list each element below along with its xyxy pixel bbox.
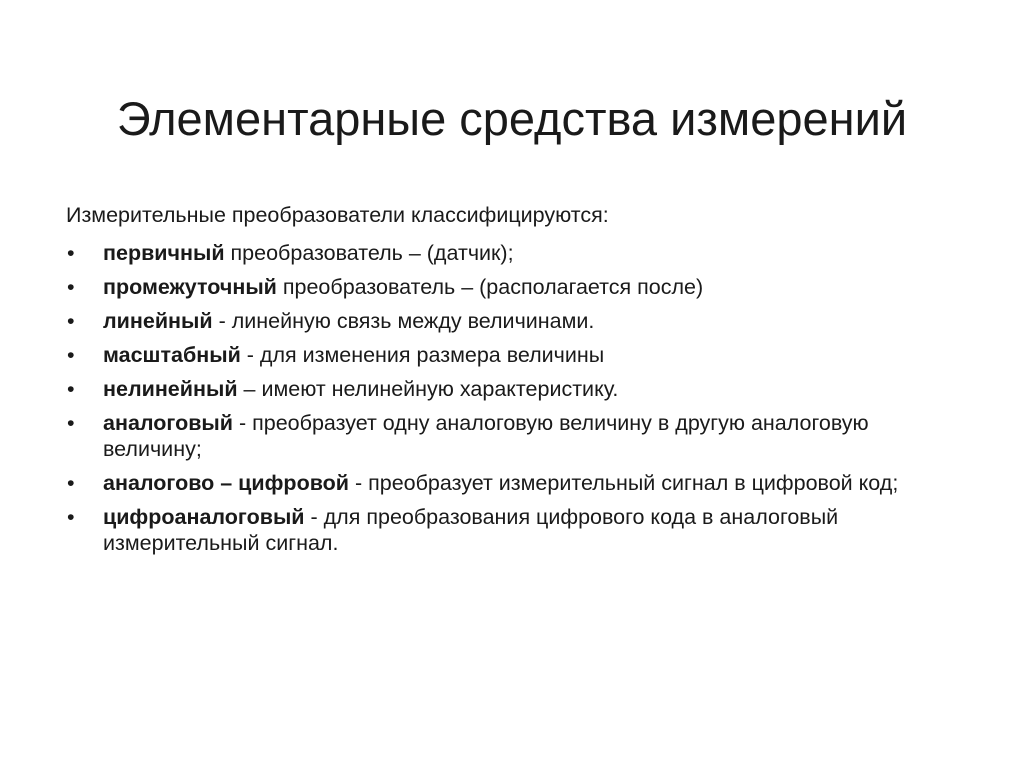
bullet-icon: •	[67, 343, 75, 367]
item-term: аналоговый	[103, 411, 234, 435]
slide-title: Элементарные средства измерений	[116, 92, 908, 146]
item-description: - преобразует измерительный сигнал в цифровой код;	[348, 471, 899, 495]
item-term: первичный	[103, 241, 225, 265]
list-item	[66, 240, 946, 266]
list-item	[66, 308, 946, 334]
list-item	[66, 342, 946, 368]
bullet-icon: •	[67, 471, 75, 495]
item-term: цифроаналоговый	[103, 505, 305, 529]
slide-content	[66, 198, 946, 556]
bullet-icon: •	[67, 241, 75, 265]
item-description: преобразователь – (располагается после)	[276, 275, 704, 299]
item-description: - для изменения размера величины	[240, 343, 605, 367]
list-item	[66, 504, 946, 556]
item-term: линейный	[103, 309, 213, 333]
bullet-icon: •	[67, 411, 75, 435]
list-item	[66, 274, 946, 300]
item-description: – имеют нелинейную характеристику.	[237, 377, 619, 401]
bullet-icon: •	[67, 377, 75, 401]
bullet-icon: •	[67, 309, 75, 333]
item-description: преобразователь – (датчик);	[224, 241, 514, 265]
item-description: - линейную связь между величинами.	[212, 309, 595, 333]
item-term: масштабный	[103, 343, 241, 367]
bullet-icon: •	[67, 275, 75, 299]
bullet-list	[66, 240, 946, 556]
item-term: аналогово – цифровой	[103, 471, 349, 495]
list-item	[66, 410, 946, 462]
list-item	[66, 376, 946, 402]
intro-text: Измерительные преобразователи классифицируются:	[66, 203, 609, 227]
item-description: - для преобразования цифрового кода в аналоговый измерительный сигнал.	[103, 505, 839, 555]
list-item	[66, 470, 946, 496]
item-description: - преобразует одну аналоговую величину в другую аналоговую величину;	[103, 411, 869, 461]
item-term: нелинейный	[103, 377, 238, 401]
item-term: промежуточный	[103, 275, 277, 299]
bullet-icon: •	[67, 505, 75, 529]
